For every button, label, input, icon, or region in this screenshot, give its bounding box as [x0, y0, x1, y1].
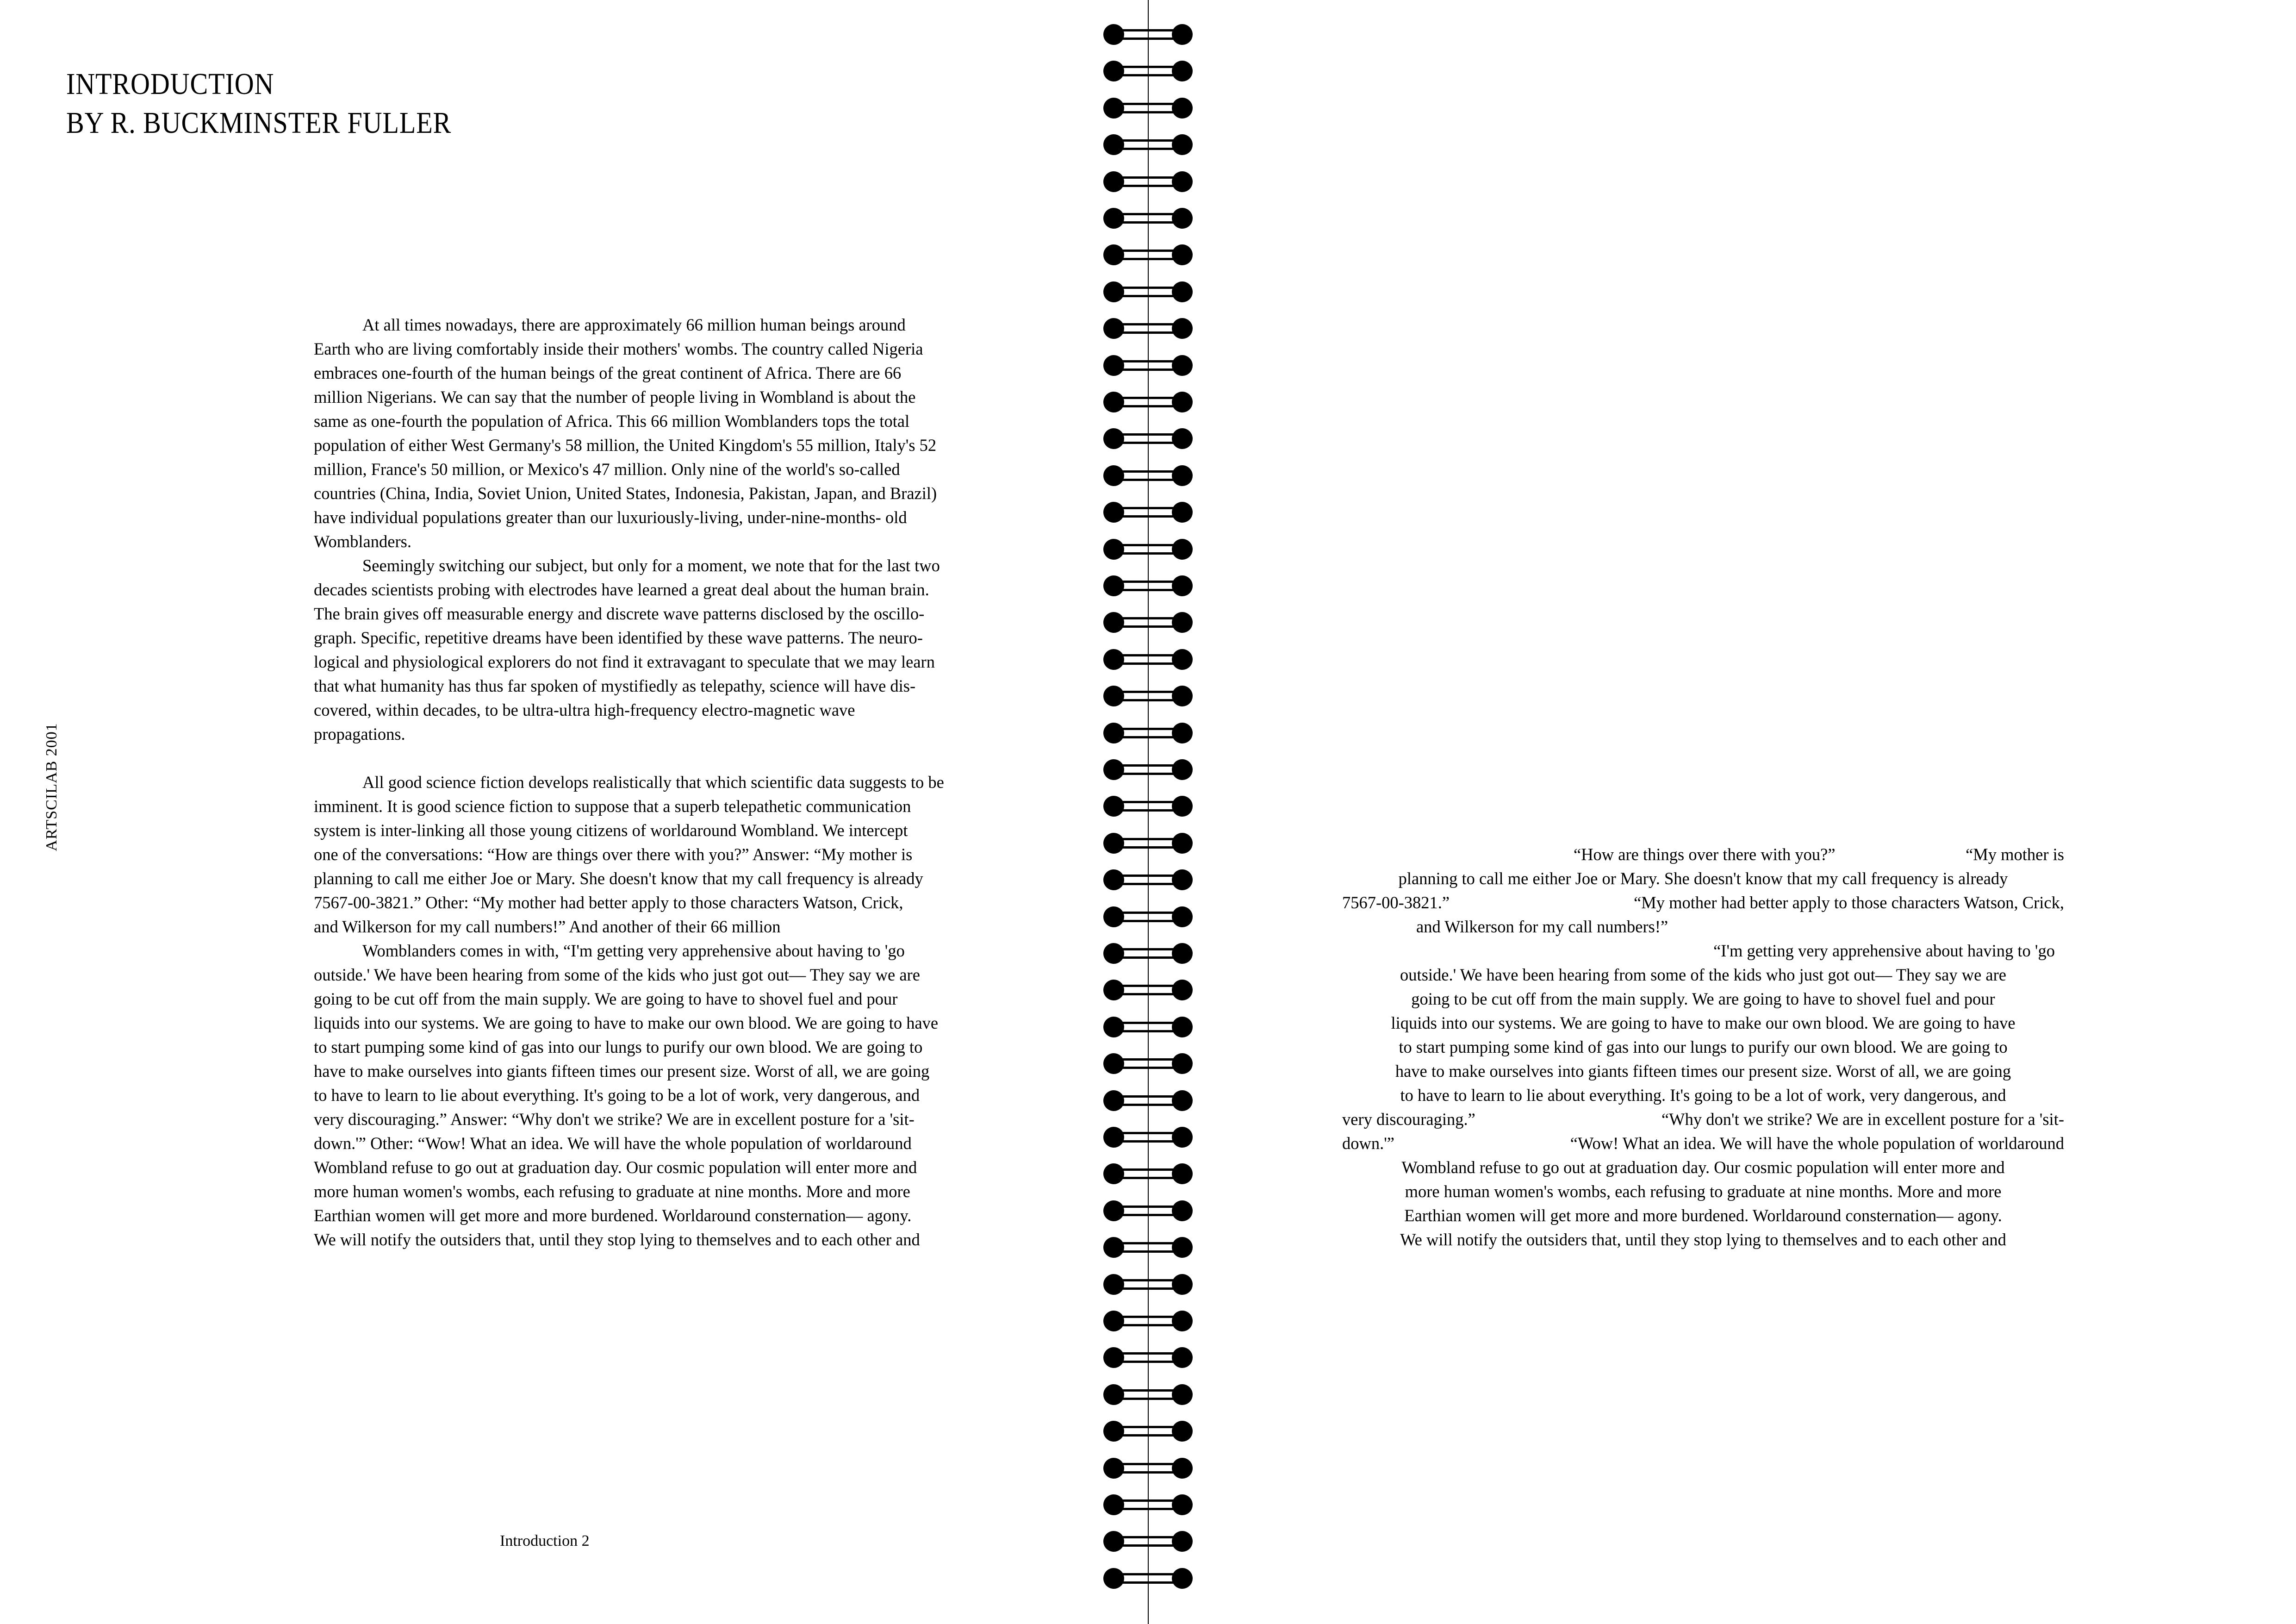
ring-hole-icon [1103, 686, 1124, 706]
text-fragment: liquids into our systems. We are going to have to make our own blood. We are going to have [1391, 1013, 2016, 1032]
text-line: Wombland refuse to go out at graduation day. Our cosmic population will enter more and [314, 1158, 917, 1177]
ring-hole-icon [1103, 1200, 1124, 1221]
text-line: same as one-fourth the population of Africa. This 66 million Womblanders tops the total [314, 412, 910, 431]
text-line: We will notify the outsiders that, until they stop lying to themselves and to each other and [314, 1230, 920, 1249]
ring-hole-icon [1103, 723, 1124, 743]
text-line: going to be cut off from the main supply. We are going to have to shovel fuel and pour [314, 989, 898, 1008]
text-line: and Wilkerson for my call numbers!” And another of their 66 million [314, 917, 781, 936]
ring-hole-icon [1103, 281, 1124, 302]
text-fragment: planning to call me either Joe or Mary. She doesn't know that my call frequency is already [1398, 869, 2008, 888]
text-line: graph. Specific, repetitive dreams have been identified by these wave patterns. The neuro- [314, 628, 923, 647]
text-line: outside.' We have been hearing from some of the kids who just got out— They say we are [314, 965, 920, 984]
text-line [1342, 1131, 2064, 1156]
text-line [1342, 963, 2064, 987]
text-fragment: “My mother had better apply to those characters Watson, Crick, [1634, 893, 2064, 912]
text-line: down.'” Other: “Wow! What an idea. We will have the whole population of worldaround [314, 1134, 912, 1153]
text-line [1342, 1035, 2064, 1059]
ring-hole-icon [1103, 318, 1124, 339]
text-fragment: down.'” [1342, 1134, 1395, 1153]
ring-hole-icon [1103, 649, 1124, 670]
ring-hole-icon [1103, 1421, 1124, 1442]
text-fragment: “How are things over there with you?” [1574, 845, 1836, 864]
text-line: have to make ourselves into giants fifteen times our present size. Worst of all, we are going [314, 1062, 930, 1081]
text-fragment: “I'm getting very apprehensive about having to 'go [1713, 941, 2055, 960]
text-fragment: outside.' We have been hearing from some of the kids who just got out— They say we are [1400, 965, 2006, 984]
text-line: propagations. [314, 725, 405, 743]
ring-hole-icon [1103, 24, 1124, 45]
text-line: one of the conversations: “How are things over there with you?” Answer: “My mother is [314, 845, 913, 864]
ring-hole-icon [1103, 1384, 1124, 1405]
text-line: more human women's wombs, each refusing to graduate at nine months. More and more [314, 1182, 910, 1201]
ring-hole-icon [1103, 1531, 1124, 1552]
side-label-left: ARTSCILAB 2001 [43, 723, 60, 851]
text-fragment: “My mother is [1966, 845, 2064, 864]
ring-hole-icon [1103, 61, 1124, 81]
text-line: million, France's 50 million, or Mexico's 47 million. Only nine of the world's so-called [314, 460, 900, 479]
ring-hole-icon [1103, 1568, 1124, 1589]
ring-hole-icon [1103, 1311, 1124, 1331]
text-line [1342, 1059, 2064, 1083]
text-fragment: more human women's wombs, each refusing to graduate at nine months. More and more [1405, 1182, 2002, 1201]
ring-hole-icon [1103, 1458, 1124, 1479]
text-line: imminent. It is good science fiction to suppose that a superb telepathetic communication [314, 797, 911, 816]
text-fragment: Earthian women will get more and more burdened. Worldaround consternation— agony. [1404, 1206, 2002, 1225]
ring-hole-icon [1103, 1163, 1124, 1184]
text-line: have individual populations greater than our luxuriously-living, under-nine-months- old [314, 508, 907, 527]
text-fragment: to have to learn to lie about everything. It's going to be a lot of work, very dangerous, and [1400, 1086, 2006, 1105]
text-line [1342, 867, 2064, 891]
text-line: that what humanity has thus far spoken of mystifiedly as telepathy, science will have dis- [314, 676, 916, 695]
text-line [1342, 987, 2064, 1011]
text-line: to start pumping some kind of gas into our lungs to purify our own blood. We are going to [314, 1037, 923, 1056]
ring-hole-icon [1103, 759, 1124, 780]
ring-hole-icon [1103, 539, 1124, 560]
ring-hole-icon [1103, 1053, 1124, 1074]
text-line: planning to call me either Joe or Mary. She doesn't know that my call frequency is already [314, 869, 923, 888]
text-line [1342, 915, 2064, 939]
text-line [1342, 1204, 2064, 1228]
chapter-title-line: INTRODUCTION [66, 67, 274, 101]
left-body-text [314, 313, 1054, 1252]
text-line [1342, 939, 2064, 963]
text-fragment: Wombland refuse to go out at graduation day. Our cosmic population will enter more and [1401, 1158, 2005, 1177]
text-line: Earthian women will get more and more burdened. Worldaround consternation— agony. [314, 1206, 912, 1225]
text-line: million Nigerians. We can say that the number of people living in Wombland is about the [314, 387, 916, 406]
text-line: very discouraging.” Answer: “Why don't we strike? We are in excellent posture for a 'sit- [314, 1110, 915, 1129]
text-line [1342, 1107, 2064, 1131]
ring-hole-icon [1103, 1494, 1124, 1515]
ring-hole-icon [1103, 392, 1124, 412]
ring-hole-icon [1103, 171, 1124, 192]
text-line: embraces one-fourth of the human beings of the great continent of Africa. There are 66 [314, 363, 902, 382]
ring-hole-icon [1103, 1127, 1124, 1148]
text-line: logical and physiological explorers do not find it extravagant to speculate that we may learn [314, 652, 935, 671]
ring-hole-icon [1103, 502, 1124, 523]
text-line: Earth who are living comfortably inside their mothers' wombs. The country called Nigeria [314, 339, 923, 358]
text-line: countries (China, India, Soviet Union, United States, Indonesia, Pakistan, Japan, and Brazil) [314, 484, 937, 503]
text-line: population of either West Germany's 58 million, the United Kingdom's 55 million, Italy's 52 [314, 436, 937, 455]
right-page [1148, 0, 2296, 1624]
ring-hole-icon [1103, 796, 1124, 817]
right-body-text [1342, 843, 2064, 1252]
ring-hole-icon [1103, 1237, 1124, 1258]
ring-hole-icon [1103, 465, 1124, 486]
chapter-title [66, 65, 451, 143]
folio-left: Introduction 2 [500, 1532, 590, 1549]
ring-hole-icon [1103, 1274, 1124, 1295]
ring-hole-icon [1103, 244, 1124, 265]
text-line: to have to learn to lie about everything. It's going to be a lot of work, very dangerous, and [314, 1086, 920, 1105]
ring-hole-icon [1103, 355, 1124, 376]
ring-hole-icon [1103, 612, 1124, 633]
text-fragment: very discouraging.” [1342, 1110, 1475, 1129]
ring-hole-icon [1103, 980, 1124, 1000]
text-line: At all times nowadays, there are approximately 66 million human beings around [362, 315, 906, 334]
ring-hole-icon [1103, 98, 1124, 119]
text-line: system is inter-linking all those young citizens of worldaround Wombland. We intercept [314, 821, 908, 840]
chapter-author-line: BY R. BUCKMINSTER FULLER [66, 106, 452, 140]
text-line: Womblanders comes in with, “I'm getting very apprehensive about having to 'go [362, 941, 905, 960]
paragraph-gap [314, 746, 1054, 770]
text-fragment: “Wow! What an idea. We will have the whole population of worldaround [1570, 1134, 2064, 1153]
ring-hole-icon [1103, 1017, 1124, 1037]
text-line: All good science fiction develops realistically that which scientific data suggests to be [362, 773, 944, 792]
text-line: decades scientists probing with electrodes have learned a great deal about the human brain. [314, 580, 929, 599]
text-line: The brain gives off measurable energy and discrete wave patterns disclosed by the oscillo- [314, 604, 925, 623]
text-fragment: We will notify the outsiders that, until they stop lying to themselves and to each other and [1400, 1230, 2006, 1249]
text-line [1342, 891, 2064, 915]
text-fragment: to start pumping some kind of gas into our lungs to purify our own blood. We are going to [1399, 1037, 2008, 1056]
text-line [1342, 1180, 2064, 1204]
ring-hole-icon [1103, 869, 1124, 890]
text-fragment: “Why don't we strike? We are in excellent posture for a 'sit- [1661, 1110, 2064, 1129]
ring-hole-icon [1103, 575, 1124, 596]
ring-hole-icon [1103, 1347, 1124, 1368]
text-line: 7567-00-3821.” Other: “My mother had better apply to those characters Watson, Crick, [314, 893, 903, 912]
text-line [1342, 843, 2064, 867]
text-line [1342, 1228, 2064, 1252]
ring-hole-icon [1103, 833, 1124, 854]
text-fragment: and Wilkerson for my call numbers!” [1416, 917, 1668, 936]
text-line [1342, 1156, 2064, 1180]
text-fragment: 7567-00-3821.” [1342, 893, 1450, 912]
ring-hole-icon [1103, 1090, 1124, 1111]
ring-hole-icon [1103, 428, 1124, 449]
text-fragment: going to be cut off from the main supply. We are going to have to shovel fuel and pour [1411, 989, 1995, 1008]
ring-hole-icon [1103, 943, 1124, 964]
text-fragment: have to make ourselves into giants fifteen times our present size. Worst of all, we are going [1395, 1062, 2011, 1081]
text-line [1342, 1011, 2064, 1035]
text-line: covered, within decades, to be ultra-ultra high-frequency electro-magnetic wave [314, 700, 855, 719]
text-line [1342, 1083, 2064, 1107]
ring-hole-icon [1103, 906, 1124, 927]
ring-hole-icon [1103, 134, 1124, 155]
text-line: liquids into our systems. We are going to have to make our own blood. We are going to have [314, 1013, 939, 1032]
ring-hole-icon [1103, 208, 1124, 229]
text-line: Womblanders. [314, 532, 411, 551]
text-line: Seemingly switching our subject, but only for a moment, we note that for the last two [362, 556, 940, 575]
